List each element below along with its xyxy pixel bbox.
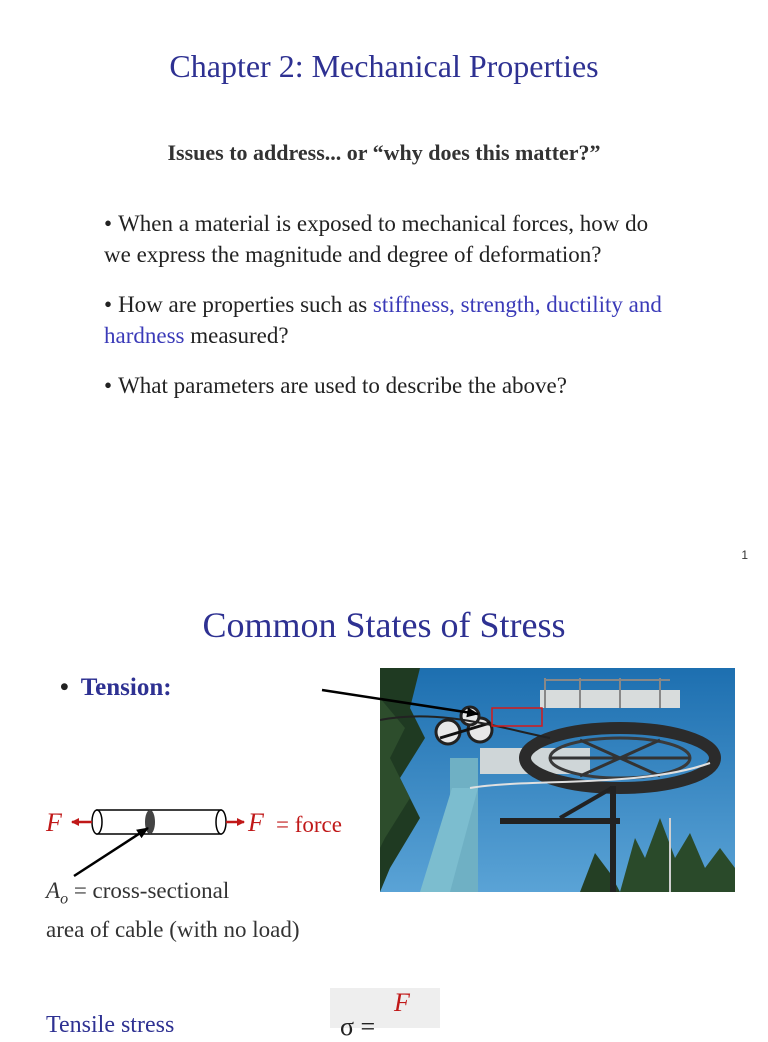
photo-illustration [380,668,735,892]
bullet-item [104,370,664,401]
ski-lift-bullwheel-photo [380,668,735,892]
area-symbol [46,878,69,908]
area-pointer-arrow [74,828,148,876]
bullet-item [104,289,664,351]
slide-2 [0,576,768,1041]
bullet-dot: • [60,674,69,701]
highlighted-properties: stiffness, strength, ductility and hardness [104,292,662,348]
cable-cylinder [92,810,226,834]
bullet-dot: • [104,211,113,236]
formula-sigma: σ = [340,1012,376,1041]
slide-title: Chapter 2: Mechanical Properties [169,48,599,84]
bullet-dot: • [104,373,113,398]
area-text-line1: = cross-sectional [68,878,230,903]
bullet-list [104,208,664,420]
slide-title: Common States of Stress [202,605,566,645]
force-definition: = force [276,812,342,837]
tension-label: Tension: [80,674,172,701]
bullet-dot: • [104,292,113,317]
area-symbol-letter: A [46,878,61,903]
force-label-right: F [248,808,264,837]
formula-numerator: F [394,988,410,1017]
bullet-text: How are properties such as [118,292,373,317]
issues-heading: Issues to address... or “why does this matter?” [167,140,601,165]
area-definition [46,876,300,945]
force-label-left: F [46,808,62,837]
tension-bullet [60,674,172,702]
bullet-text-end: measured? [184,323,289,348]
bullet-item [104,208,664,270]
bullet-text: When a material is exposed to mechanical forces, how do we express the magnitude and degree of deformation? [104,211,649,267]
area-symbol-subscript: o [60,890,69,908]
tensile-stress-label: Tensile stress [46,1012,175,1038]
page-number: 1 [741,548,748,562]
area-text-line2: area of cable (with no load) [46,916,300,942]
bullet-text: What parameters are used to describe the above? [118,373,567,398]
